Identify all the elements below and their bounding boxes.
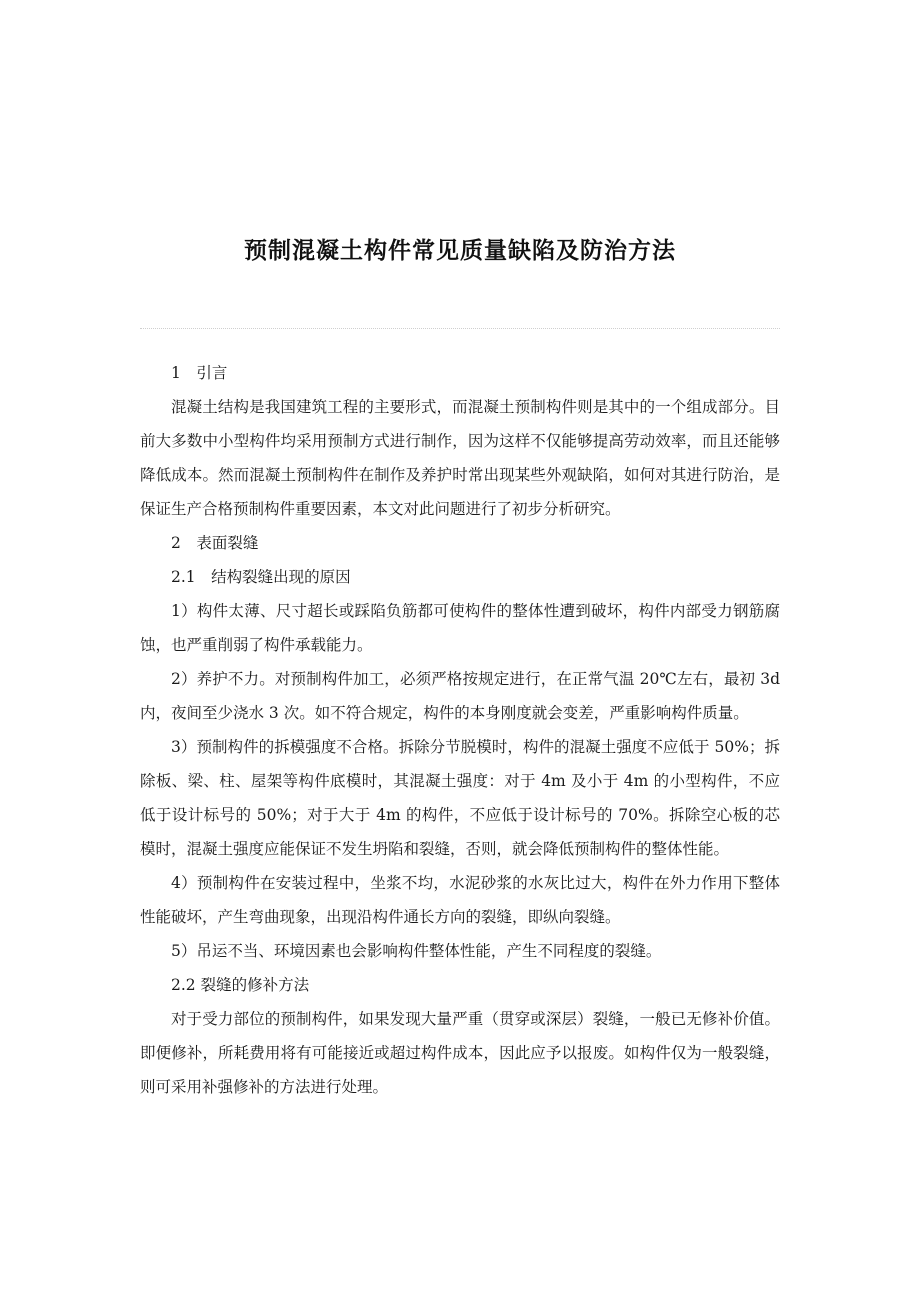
section-heading-surface-cracks: 2 表面裂缝: [171, 534, 259, 552]
document-body: [140, 356, 780, 1104]
section-heading-intro: 1 引言: [171, 364, 228, 382]
paragraph-cause-3: 3）预制构件的拆模强度不合格。拆除分节脱模时，构件的混凝土强度不应低于 50%；拆除板、梁、柱、屋架等构件底模时，其混凝土强度：对于 4m 及小于 4m 的小型构件，不应低于设计标号的 50%；对于大于 4m 的构件，不应低于设计标号的 70%。拆除空心板的芯模时，混凝土强度应能保证不发生坍陷和裂缝，否则，就会降低预制构件的整体性能。: [140, 738, 780, 858]
paragraph-repair: 对于受力部位的预制构件，如果发现大量严重（贯穿或深层）裂缝，一般已无修补价值。即便修补，所耗费用将有可能接近或超过构件成本，因此应予以报废。如构件仅为一般裂缝，则可采用补强修补的方法进行处理。: [140, 1010, 780, 1096]
title-divider: [140, 328, 780, 329]
paragraph-cause-4: 4）预制构件在安装过程中，坐浆不均，水泥砂浆的水灰比过大，构件在外力作用下整体性能破坏，产生弯曲现象，出现沿构件通长方向的裂缝，即纵向裂缝。: [140, 874, 780, 926]
document-title: 预制混凝土构件常见质量缺陷及防治方法: [244, 237, 676, 264]
paragraph-cause-5: 5）吊运不当、环境因素也会影响构件整体性能，产生不同程度的裂缝。: [171, 942, 662, 960]
subsection-heading-crack-causes: 2.1 结构裂缝出现的原因: [171, 568, 351, 586]
subsection-heading-crack-repair: 2.2 裂缝的修补方法: [171, 976, 310, 994]
paragraph-intro: 混凝土结构是我国建筑工程的主要形式，而混凝土预制构件则是其中的一个组成部分。目前大多数中小型构件均采用预制方式进行制作，因为这样不仅能够提高劳动效率，而且还能够降低成本。然而混凝土预制构件在制作及养护时常出现某些外观缺陷，如何对其进行防治，是保证生产合格预制构件重要因素，本文对此问题进行了初步分析研究。: [140, 398, 780, 518]
paragraph-cause-2: 2）养护不力。对预制构件加工，必须严格按规定进行，在正常气温 20℃左右，最初 3d 内，夜间至少浇水 3 次。如不符合规定，构件的本身刚度就会变差，严重影响构件质量。: [140, 670, 780, 722]
paragraph-cause-1: 1）构件太薄、尺寸超长或踩陷负筋都可使构件的整体性遭到破坏，构件内部受力钢筋腐蚀，也严重削弱了构件承载能力。: [140, 602, 780, 654]
